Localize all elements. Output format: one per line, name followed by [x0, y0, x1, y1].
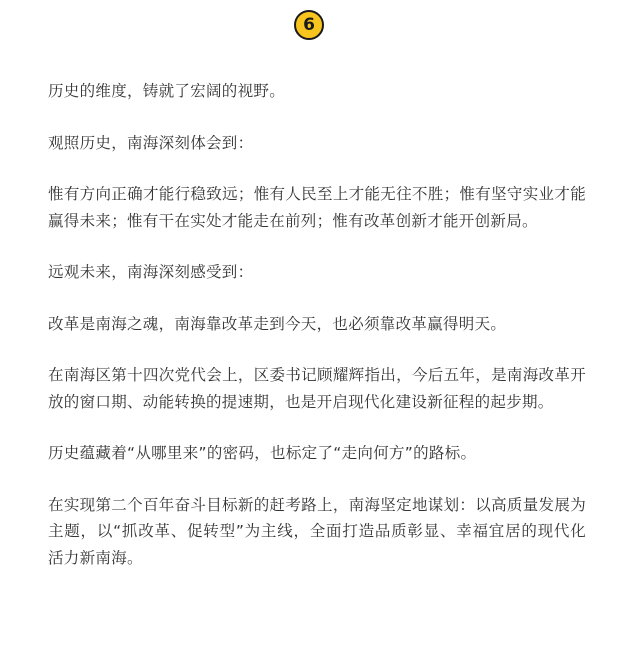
- paragraph-new-journey: 在实现第二个百年奋斗目标新的赶考路上，南海坚定地谋划：以高质量发展为主题，以“抓改革、促转型”为主线，全面打造品质彰显、幸福宜居的现代化活力新南海。: [48, 495, 586, 567]
- paragraph-party-congress: 在南海区第十四次党代会上，区委书记顾耀辉指出，今后五年，是南海改革开放的窗口期、动能转换的提速期，也是开启现代化建设新征程的起步期。: [48, 366, 586, 411]
- paragraph-history-code: 历史蕴藏着“从哪里来”的密码，也标定了“走向何方”的路标。: [48, 444, 477, 462]
- paragraph-look-future: 远观未来，南海深刻感受到：: [48, 263, 254, 281]
- paragraph-reflect-history: 观照历史，南海深刻体会到：: [48, 133, 254, 152]
- paragraph-reform-soul: 改革是南海之魂，南海靠改革走到今天，也必须靠改革赢得明天。: [48, 314, 507, 333]
- section-number-badge: 6: [294, 10, 324, 40]
- paragraph-only-principles: 惟有方向正确才能行稳致远；惟有人民至上才能无往不胜；惟有坚守实业才能赢得未来；惟有干在实处才能走在前列；惟有改革创新才能开创新局。: [48, 185, 586, 230]
- article-body: [48, 78, 586, 596]
- paragraph-history-dimension: 历史的维度，铸就了宏阔的视野。: [48, 82, 286, 100]
